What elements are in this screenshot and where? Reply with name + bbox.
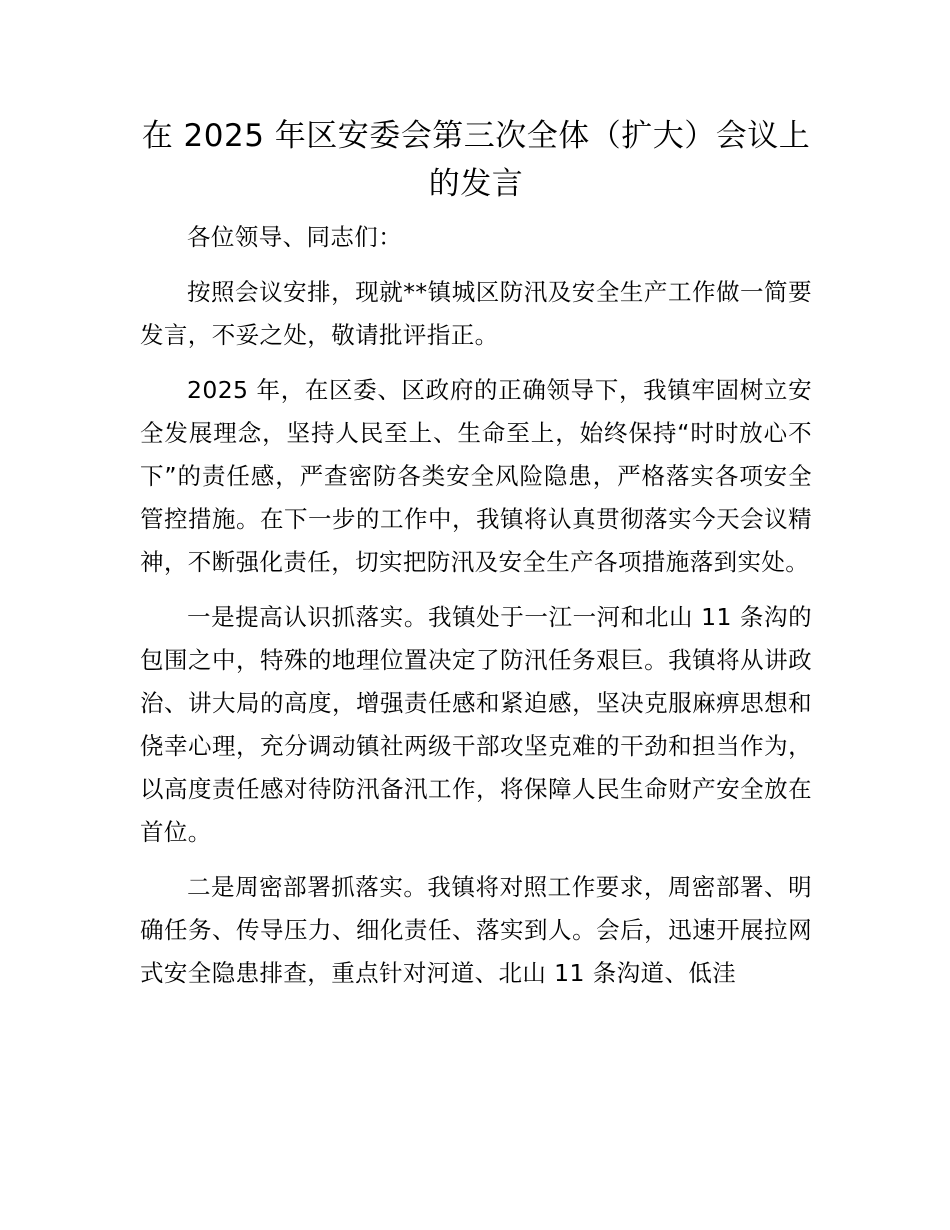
document-title: 在 2025 年区安委会第三次全体（扩大）会议上的发言 — [141, 118, 811, 202]
paragraph-point-one: 一是提高认识抓落实。我镇处于一江一河和北山 11 条沟的包围之中，特殊的地理位置决定了防汛任务艰巨。我镇将从讲政治、讲大局的高度，增强责任感和紧迫感，坚决克服麻痹思想和侥幸心理，充分调动镇社两级干部攻坚克难的干劲和担当作为，以高度责任感对待防汛备汛工作，将保障人民生命财产安全放在首位。 — [140, 603, 812, 846]
paragraph-intro: 按照会议安排，现就**镇城区防汛及安全生产工作做一简要发言，不妥之处，敬请批评指正。 — [140, 278, 812, 349]
paragraph-overview: 2025 年，在区委、区政府的正确领导下，我镇牢固树立安全发展理念，坚持人民至上、生命至上，始终保持“时时放心不下”的责任感，严查密防各类安全风险隐患，严格落实各项安全管控措施。在下一步的工作中，我镇将认真贯彻落实今天会议精神，不断强化责任，切实把防汛及安全生产各项措施落到实处。 — [140, 376, 812, 576]
paragraph-point-two: 二是周密部署抓落实。我镇将对照工作要求，周密部署、明确任务、传导压力、细化责任、落实到人。会后，迅速开展拉网式安全隐患排查，重点针对河道、北山 11 条沟道、低洼 — [140, 873, 812, 987]
greeting: 各位领导、同志们： — [187, 223, 403, 251]
document-body — [140, 112, 812, 1007]
